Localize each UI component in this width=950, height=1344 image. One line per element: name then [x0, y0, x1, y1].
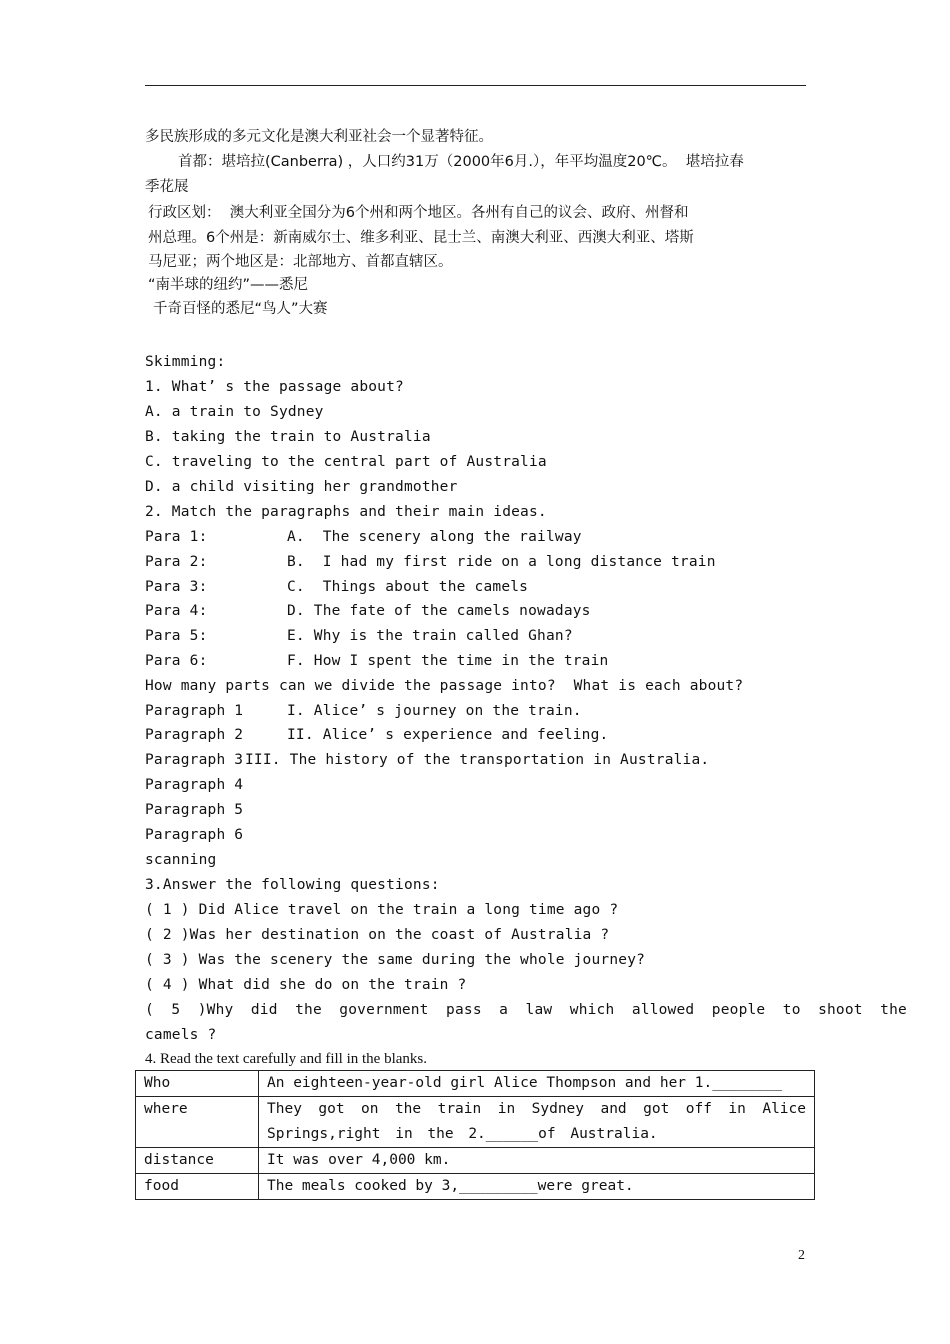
match-row: [145, 553, 716, 571]
scan-question: ( 1 ) Did Alice travel on the train a long time ago ?: [145, 902, 619, 918]
part-idea: III. The history of the transportation in Australia.: [245, 752, 710, 768]
table-label: distance: [136, 1148, 259, 1174]
intro-line: 马尼亚；两个地区是：北部地方、首都直辖区。: [148, 254, 453, 270]
parts-question: How many parts can we divide the passage into? What is each about?: [145, 678, 744, 694]
question-4: 4. Read the text carefully and fill in the blanks.: [145, 1051, 427, 1067]
option-b: B. taking the train to Australia: [145, 429, 431, 445]
part-para: Paragraph 2: [145, 727, 244, 743]
part-row: [145, 776, 243, 794]
table-label: Who: [136, 1071, 259, 1097]
part-para: Paragraph 1: [145, 703, 244, 719]
table-text: It was over 4,000 km.: [259, 1148, 815, 1174]
match-idea: A. The scenery along the railway: [287, 529, 582, 545]
intro-line: 州总理。6个州是：新南威尔士、维多利亚、昆士兰、南澳大利亚、西澳大利亚、塔斯: [148, 230, 694, 246]
table-row: [136, 1071, 815, 1097]
match-row: [145, 602, 591, 620]
part-row: [145, 801, 243, 819]
table-row: [136, 1148, 815, 1174]
fill-in-table: [135, 1070, 815, 1200]
intro-line: 季花展: [145, 179, 189, 195]
match-row: [145, 528, 582, 546]
match-idea: F. How I spent the time in the train: [287, 653, 609, 669]
match-para: Para 4:: [145, 603, 208, 619]
match-row: [145, 627, 573, 645]
table-label: where: [136, 1097, 259, 1148]
scan-question: ( 2 )Was her destination on the coast of Australia ?: [145, 927, 610, 943]
part-row: [145, 826, 243, 844]
match-idea: B. I had my first ride on a long distance train: [287, 554, 716, 570]
table-text: The meals cooked by 3,_________were great.: [259, 1174, 815, 1200]
page-number: 2: [798, 1248, 805, 1263]
scan-question: ( 4 ) What did she do on the train ?: [145, 977, 467, 993]
question-3: 3.Answer the following questions:: [145, 877, 440, 893]
option-d: D. a child visiting her grandmother: [145, 479, 458, 495]
section-heading-skimming: Skimming:: [145, 354, 226, 370]
table-label: food: [136, 1174, 259, 1200]
section-heading-scanning: scanning: [145, 852, 217, 868]
intro-division-line: 行政区划： 澳大利亚全国分为6个州和两个地区。各州有自己的议会、政府、州督和: [148, 205, 689, 221]
intro-capital-line: 首都：堪培拉(Canberra) ，人口约31万（2000年6月.），年平均温度20℃。 堪培拉春: [178, 154, 744, 170]
intro-sydney-line: “南半球的纽约”——悉尼: [148, 277, 309, 293]
intro-birdman-line: 千奇百怪的悉尼“鸟人”大赛: [153, 301, 328, 317]
part-para: Paragraph 6: [145, 827, 244, 843]
part-para: Paragraph 4: [145, 777, 244, 793]
match-row: [145, 578, 528, 596]
match-idea: D. The fate of the camels nowadays: [287, 603, 591, 619]
scan-question: camels ?: [145, 1027, 217, 1043]
part-row: [145, 726, 608, 744]
table-text: An eighteen-year-old girl Alice Thompson and her 1.________: [259, 1071, 815, 1097]
option-a: A. a train to Sydney: [145, 404, 324, 420]
part-row: [145, 702, 582, 720]
part-para: Paragraph 3: [145, 752, 244, 768]
question-1: 1. What’ s the passage about?: [145, 379, 404, 395]
match-para: Para 5:: [145, 628, 208, 644]
match-idea: E. Why is the train called Ghan?: [287, 628, 573, 644]
scan-question: ( 5 )Why did the government pass a law which allowed people to shoot the: [145, 1002, 907, 1018]
table-text: They got on the train in Sydney and got off in Alice Springs,right in the 2.______of Australia.: [259, 1097, 815, 1148]
match-idea: C. Things about the camels: [287, 579, 529, 595]
part-row: [145, 751, 709, 769]
intro-line: 多民族形成的多元文化是澳大利亚社会一个显著特征。: [145, 129, 493, 145]
match-para: Para 2:: [145, 554, 208, 570]
match-row: [145, 652, 608, 670]
match-para: Para 1:: [145, 529, 208, 545]
table-row: [136, 1174, 815, 1200]
part-idea: I. Alice’ s journey on the train.: [287, 703, 582, 719]
part-para: Paragraph 5: [145, 802, 244, 818]
table-row: [136, 1097, 815, 1148]
match-para: Para 6:: [145, 653, 208, 669]
scan-question: ( 3 ) Was the scenery the same during the whole journey?: [145, 952, 646, 968]
option-c: C. traveling to the central part of Australia: [145, 454, 547, 470]
question-2: 2. Match the paragraphs and their main ideas.: [145, 504, 547, 520]
header-rule: [145, 85, 806, 86]
match-para: Para 3:: [145, 579, 208, 595]
part-idea: II. Alice’ s experience and feeling.: [287, 727, 609, 743]
